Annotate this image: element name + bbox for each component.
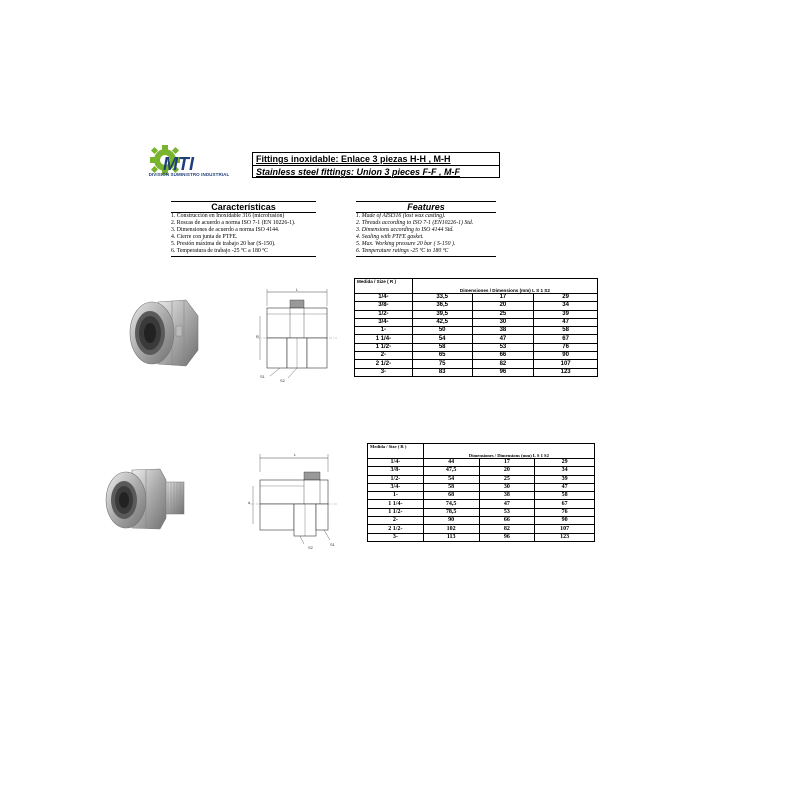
list-item: 2. Roscas de acuerdo a norma ISO 7-1 (EN 10226-1). xyxy=(171,220,296,227)
list-item: 6. Temperature ratings -25 ºC to 180 ºC xyxy=(356,248,449,255)
size-cell: 2 1/2- xyxy=(355,360,413,368)
table-row xyxy=(368,500,595,508)
dimension-cell: 34 xyxy=(534,302,598,310)
features-heading: Features xyxy=(356,201,496,213)
table-header-row xyxy=(355,279,598,294)
dimensions-header: Dimensiones / Dimensions (mm) L S 1 S2 xyxy=(412,279,597,294)
dimension-cell: 38 xyxy=(472,327,534,335)
dimension-cell: 67 xyxy=(534,335,598,343)
dimension-cell: 53 xyxy=(472,343,534,351)
dimension-cell: 76 xyxy=(535,508,595,516)
dimension-label-s2: S2 xyxy=(280,378,285,383)
dimension-cell: 47 xyxy=(472,335,534,343)
dimension-cell: 50 xyxy=(412,327,472,335)
dimension-cell: 17 xyxy=(479,459,535,467)
dimension-cell: 90 xyxy=(423,517,479,525)
union-mf-drawing xyxy=(246,446,346,552)
size-header: Medida / Size ( R ) xyxy=(368,444,424,459)
size-cell: 1 1/4- xyxy=(368,500,424,508)
table-row xyxy=(368,508,595,516)
dimension-cell: 90 xyxy=(534,352,598,360)
list-item: 3. Dimensiones de acuerdo a norma ISO 4144. xyxy=(171,227,280,234)
table-row xyxy=(355,360,598,368)
dimension-cell: 20 xyxy=(472,302,534,310)
dimension-cell: 29 xyxy=(535,459,595,467)
table-header-row xyxy=(368,444,595,459)
size-cell: 1/2- xyxy=(355,310,413,318)
dimension-cell: 30 xyxy=(479,483,535,491)
dimension-cell: 58 xyxy=(534,327,598,335)
table-row xyxy=(368,492,595,500)
dimension-cell: 66 xyxy=(472,352,534,360)
dimension-cell: 67 xyxy=(535,500,595,508)
dimension-cell: 47 xyxy=(535,483,595,491)
table-row xyxy=(368,525,595,533)
dimension-cell: 123 xyxy=(535,533,595,541)
size-cell: 1- xyxy=(368,492,424,500)
dimension-cell: 44 xyxy=(423,459,479,467)
size-cell: 1- xyxy=(355,327,413,335)
logo-brand: MTI xyxy=(163,154,194,174)
table-row xyxy=(355,335,598,343)
size-cell: 1 1/2- xyxy=(355,343,413,351)
table-body xyxy=(355,294,598,377)
dimension-cell: 96 xyxy=(472,368,534,376)
table-row xyxy=(368,533,595,541)
size-cell: 1/4- xyxy=(368,459,424,467)
table-row xyxy=(355,318,598,326)
dimension-label-r: R xyxy=(256,334,259,339)
size-cell: 1/2- xyxy=(368,475,424,483)
table-row xyxy=(355,368,598,376)
table-row xyxy=(355,327,598,335)
dimension-cell: 25 xyxy=(472,310,534,318)
list-item: 4. Sealing with PTFE gasket. xyxy=(356,234,424,241)
list-item: 1. Made of AISI316 (lost wax casting). xyxy=(356,213,446,219)
size-cell: 2- xyxy=(355,352,413,360)
dimension-cell: 39 xyxy=(534,310,598,318)
dimension-cell: 42,5 xyxy=(412,318,472,326)
dimension-cell: 96 xyxy=(479,533,535,541)
dimension-cell: 20 xyxy=(479,467,535,475)
dimension-cell: 82 xyxy=(479,525,535,533)
table-row xyxy=(355,310,598,318)
size-cell: 3/8- xyxy=(355,302,413,310)
title-box xyxy=(252,152,500,178)
dimension-label-l: L xyxy=(294,452,297,457)
caracteristicas-block xyxy=(171,201,316,257)
dimension-cell: 90 xyxy=(535,517,595,525)
dimension-cell: 58 xyxy=(535,492,595,500)
dimension-cell: 113 xyxy=(423,533,479,541)
union-mf-photo xyxy=(104,466,186,532)
size-cell: 3- xyxy=(355,368,413,376)
title-spanish: Fittings inoxidable: Enlace 3 piezas H-H , M-H xyxy=(253,153,499,166)
table-row xyxy=(355,352,598,360)
dimension-cell: 68 xyxy=(423,492,479,500)
dimension-cell: 47,5 xyxy=(423,467,479,475)
dimension-cell: 76 xyxy=(534,343,598,351)
table-row xyxy=(355,343,598,351)
size-cell: 2- xyxy=(368,517,424,525)
dimension-cell: 107 xyxy=(534,360,598,368)
dimension-cell: 83 xyxy=(412,368,472,376)
size-cell: 1/4- xyxy=(355,294,413,302)
table-row xyxy=(368,483,595,491)
dimension-cell: 54 xyxy=(423,475,479,483)
dimension-cell: 78,5 xyxy=(423,508,479,516)
dimension-label-l: L xyxy=(296,287,299,292)
features-block xyxy=(356,201,496,257)
dimension-cell: 123 xyxy=(534,368,598,376)
dimension-label-s2: S2 xyxy=(308,545,313,550)
dimension-cell: 66 xyxy=(479,517,535,525)
caracteristicas-heading: Características xyxy=(171,201,316,213)
dimension-cell: 107 xyxy=(535,525,595,533)
table-row xyxy=(355,302,598,310)
divider xyxy=(356,256,496,257)
size-cell: 3- xyxy=(368,533,424,541)
dimension-cell: 47 xyxy=(534,318,598,326)
dimension-cell: 38 xyxy=(479,492,535,500)
size-cell: 3/4- xyxy=(368,483,424,491)
table-row xyxy=(368,467,595,475)
dimensions-header: Dimensiones / Dimensions (mm) L S 1 S2 xyxy=(423,444,594,459)
table-row xyxy=(368,517,595,525)
dimension-cell: 82 xyxy=(472,360,534,368)
features-list xyxy=(356,213,496,256)
dimensions-table-ff xyxy=(354,278,598,377)
size-header: Medida / Size ( R ) xyxy=(355,279,413,294)
list-item: 4. Cierre con junta de PTFE. xyxy=(171,234,238,241)
dimension-cell: 30 xyxy=(472,318,534,326)
list-item: 3. Dimensions according to ISO 4144 Std. xyxy=(356,227,454,234)
dimension-cell: 17 xyxy=(472,294,534,302)
dimension-cell: 58 xyxy=(412,343,472,351)
table-row xyxy=(368,475,595,483)
list-item: 1. Construcción en Inoxidable 316 (microfusión) xyxy=(171,213,285,219)
dimension-cell: 47 xyxy=(479,500,535,508)
dimension-cell: 36,5 xyxy=(412,302,472,310)
logo-subtitle: DIVISIÓN SUMINISTRO INDUSTRIAL xyxy=(148,172,230,177)
table-row xyxy=(368,459,595,467)
dimensions-table-mf xyxy=(367,443,595,542)
dimension-label-s1: S1 xyxy=(260,374,265,379)
dimension-cell: 33,5 xyxy=(412,294,472,302)
size-cell: 3/8- xyxy=(368,467,424,475)
dimension-label-d: d xyxy=(248,500,251,505)
title-english: Stainless steel fittings: Union 3 pieces F-F , M-F xyxy=(256,167,461,177)
list-item: 5. Presión máxima de trabajo 20 bar (S-150). xyxy=(171,241,276,248)
list-item: 6. Temperatura de trabajo -25 ºC a 180 ºC xyxy=(171,248,268,255)
size-cell: 3/4- xyxy=(355,318,413,326)
dimension-cell: 102 xyxy=(423,525,479,533)
table-row xyxy=(355,294,598,302)
size-cell: 2 1/2- xyxy=(368,525,424,533)
dimension-cell: 34 xyxy=(535,467,595,475)
dimension-cell: 75 xyxy=(412,360,472,368)
dimension-cell: 29 xyxy=(534,294,598,302)
dimension-label-s1: S1 xyxy=(330,542,335,547)
dimension-cell: 25 xyxy=(479,475,535,483)
size-cell: 1 1/2- xyxy=(368,508,424,516)
union-ff-drawing xyxy=(252,286,347,386)
divider xyxy=(171,256,316,257)
dimension-cell: 39,5 xyxy=(412,310,472,318)
union-ff-photo xyxy=(128,296,200,370)
list-item: 5. Max. Working pressure 20 bar ( S-150 ). xyxy=(356,241,456,248)
dimension-cell: 58 xyxy=(423,483,479,491)
dimension-cell: 65 xyxy=(412,352,472,360)
dimension-cell: 74,5 xyxy=(423,500,479,508)
dimension-cell: 39 xyxy=(535,475,595,483)
mti-logo xyxy=(143,143,235,183)
dimension-cell: 53 xyxy=(479,508,535,516)
dimension-cell: 54 xyxy=(412,335,472,343)
table-body xyxy=(368,459,595,542)
list-item: 2. Threads according to ISO 7-1 (EN10226-1) Std. xyxy=(356,220,474,227)
size-cell: 1 1/4- xyxy=(355,335,413,343)
caracteristicas-list xyxy=(171,213,316,256)
